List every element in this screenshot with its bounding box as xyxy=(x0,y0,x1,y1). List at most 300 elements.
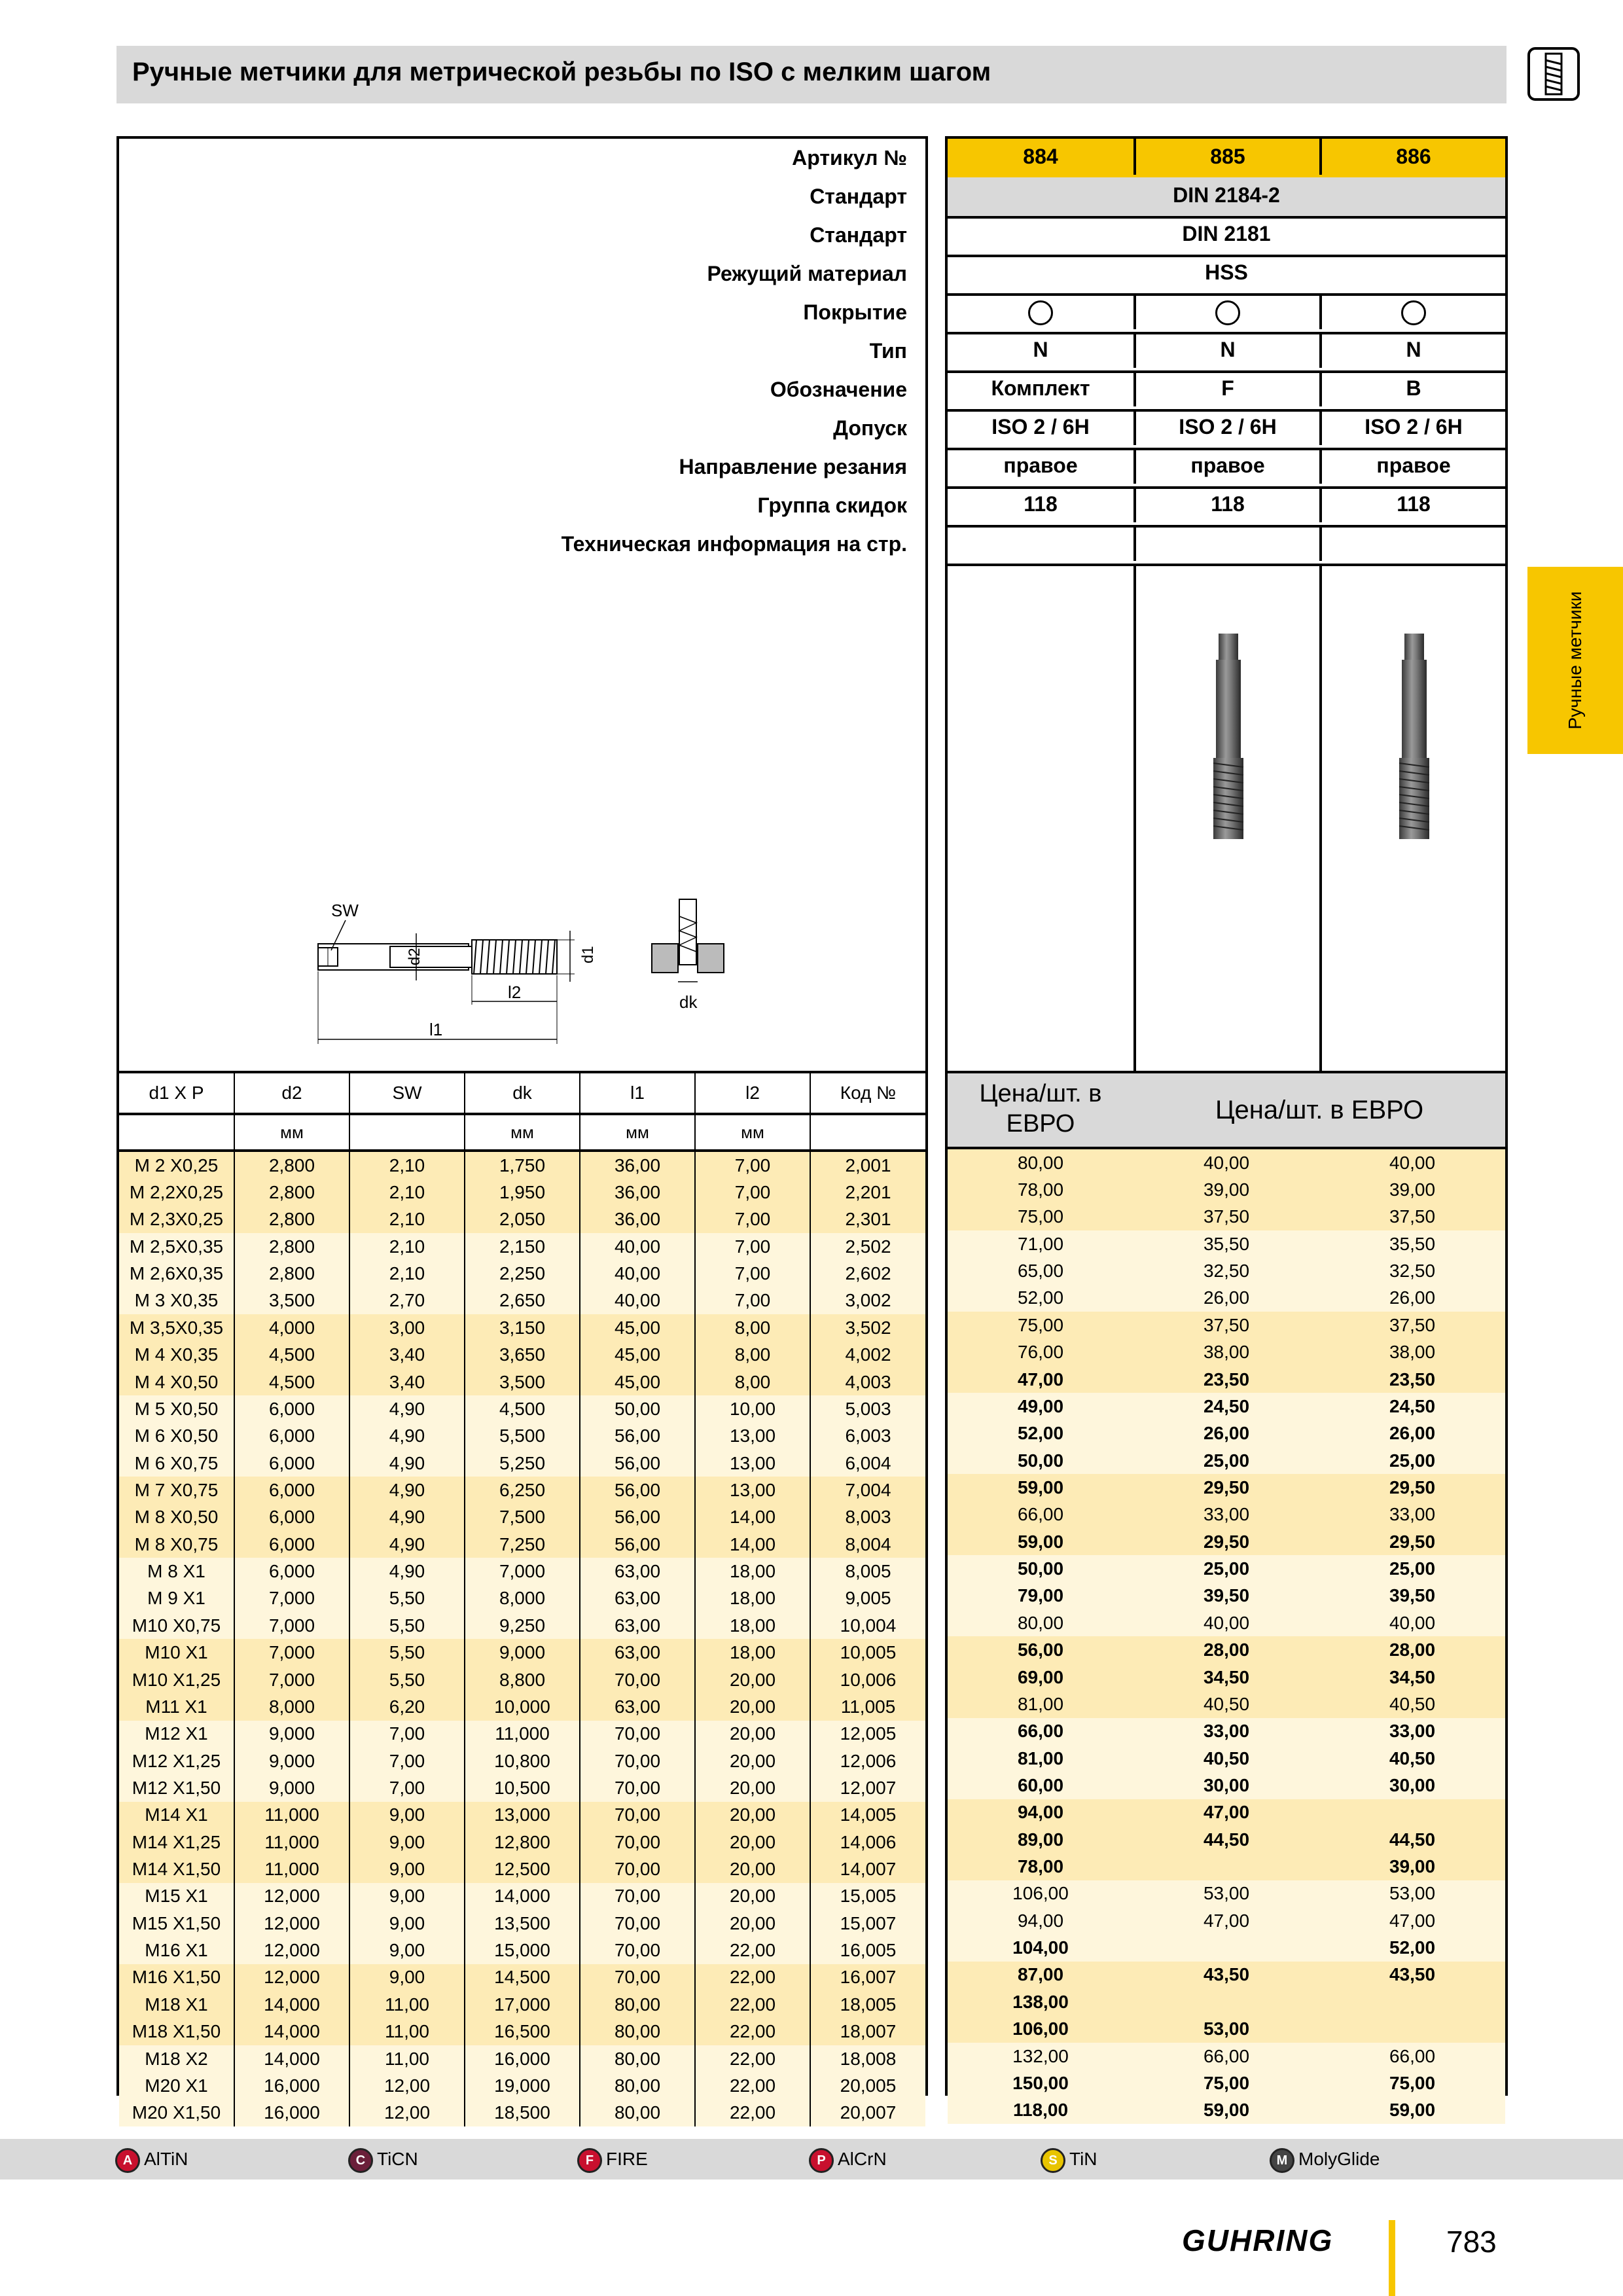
dimension-cell: 56,00 xyxy=(580,1531,695,1558)
table-row xyxy=(119,2072,925,2099)
price-cell: 26,00 xyxy=(1389,1287,1436,1308)
price-cell: 59,00 xyxy=(1389,2100,1436,2121)
coating-icon: M xyxy=(1270,2148,1294,2173)
dimension-cell: 9,00 xyxy=(349,1937,465,1964)
price-cell: 32,50 xyxy=(1389,1261,1436,1282)
dimension-cell: 6,20 xyxy=(349,1693,465,1720)
article-885[interactable]: 885 xyxy=(1133,139,1319,175)
price-cell: 29,50 xyxy=(1203,1531,1250,1552)
dimension-cell: 7,00 xyxy=(695,1179,810,1206)
code-cell: 3,502 xyxy=(810,1314,925,1341)
dimension-cell: 45,00 xyxy=(580,1369,695,1395)
price-cell: 59,00 xyxy=(1203,2100,1250,2121)
tolerance-value: ISO 2 / 6H xyxy=(991,415,1090,439)
dimension-cell: 13,00 xyxy=(695,1450,810,1477)
table-row xyxy=(119,1585,925,1612)
table-row xyxy=(119,1802,925,1829)
dimension-cell: 10,500 xyxy=(465,1774,580,1801)
price-row xyxy=(948,1718,1505,1745)
price-cell: 37,50 xyxy=(1389,1314,1436,1335)
dimension-cell: 14,500 xyxy=(465,1964,580,1991)
dimension-cell: 11,00 xyxy=(349,1991,465,2018)
price-cell: 75,00 xyxy=(1389,2072,1436,2093)
dimension-cell: 18,00 xyxy=(695,1612,810,1639)
code-cell: 10,004 xyxy=(810,1612,925,1639)
price-row xyxy=(948,1664,1505,1691)
dimension-cell: 8,800 xyxy=(465,1666,580,1693)
table-row xyxy=(119,1721,925,1748)
price-row xyxy=(948,1799,1505,1826)
dimension-cell: 7,500 xyxy=(465,1504,580,1531)
dimension-cell: 5,250 xyxy=(465,1450,580,1477)
dimension-cell: 7,00 xyxy=(349,1748,465,1774)
dimension-cell: 2,800 xyxy=(234,1260,349,1287)
price-cell: 106,00 xyxy=(1012,1883,1069,1904)
table-row xyxy=(119,1504,925,1531)
price-cell: 53,00 xyxy=(1203,2018,1250,2039)
price-cell: 75,00 xyxy=(1203,2072,1250,2093)
legend-item xyxy=(1041,2145,1097,2173)
price-row xyxy=(948,1230,1505,1257)
tool-images xyxy=(948,565,1505,1071)
dimension-cell: 20,00 xyxy=(695,1829,810,1856)
dimension-cell: 70,00 xyxy=(580,1666,695,1693)
price-cell: 89,00 xyxy=(1017,1829,1064,1850)
dimension-cell: 2,050 xyxy=(465,1206,580,1233)
dimension-cell: 19,000 xyxy=(465,2072,580,2099)
code-cell: 15,007 xyxy=(810,1910,925,1937)
price-cell: 39,50 xyxy=(1203,1585,1250,1606)
dimension-cell: 70,00 xyxy=(580,1774,695,1801)
thread-size-cell: M 6 X0,50 xyxy=(134,1426,219,1446)
section-tab-label: Ручные метчики xyxy=(1565,591,1585,730)
dimension-cell: 4,000 xyxy=(234,1314,349,1341)
dimension-cell: 4,90 xyxy=(349,1558,465,1585)
legend-label: FIRE xyxy=(606,2149,648,2169)
coating-icon: F xyxy=(577,2148,602,2173)
dimension-cell: 9,00 xyxy=(349,1883,465,1910)
code-cell: 2,201 xyxy=(810,1179,925,1206)
unit-cell: мм xyxy=(695,1114,810,1151)
article-884[interactable]: 884 xyxy=(1023,145,1058,168)
dimension-cell: 7,250 xyxy=(465,1531,580,1558)
price-cell: 132,00 xyxy=(1012,2045,1069,2066)
code-cell: 7,004 xyxy=(810,1477,925,1503)
table-row xyxy=(119,1829,925,1856)
price-cell xyxy=(1319,2016,1505,2043)
code-cell: 12,006 xyxy=(810,1748,925,1774)
price-row xyxy=(948,1853,1505,1880)
dimension-cell: 16,000 xyxy=(234,2100,349,2126)
code-cell: 20,005 xyxy=(810,2072,925,2099)
spec-label: Режущий материал xyxy=(707,262,907,285)
thread-size-cell: M12 X1 xyxy=(145,1723,208,1744)
dimension-cell: 14,000 xyxy=(234,1991,349,2018)
left-panel xyxy=(116,136,928,2123)
price-cell: 40,00 xyxy=(1203,1152,1250,1173)
dimension-cell: 9,00 xyxy=(349,1910,465,1937)
price-row xyxy=(948,1583,1505,1609)
price-cell: 94,00 xyxy=(1017,1802,1064,1823)
price-row xyxy=(948,1501,1505,1528)
code-cell: 4,002 xyxy=(810,1342,925,1369)
dimension-cell: 5,500 xyxy=(465,1423,580,1450)
dimension-cell: 63,00 xyxy=(580,1639,695,1666)
price-row xyxy=(948,1988,1505,2015)
dimension-cell: 18,00 xyxy=(695,1558,810,1585)
price-cell: 24,50 xyxy=(1389,1395,1436,1416)
code-cell: 2,502 xyxy=(810,1233,925,1260)
dimension-cell: 70,00 xyxy=(580,1937,695,1964)
dimension-cell: 17,000 xyxy=(465,1991,580,2018)
price-cell: 40,50 xyxy=(1203,1693,1250,1714)
uncoated-icon xyxy=(1401,300,1426,325)
price-cell: 71,00 xyxy=(1017,1233,1064,1254)
dimension-cell: 4,90 xyxy=(349,1423,465,1450)
dimension-cell: 6,250 xyxy=(465,1477,580,1503)
price-cell: 40,50 xyxy=(1389,1693,1436,1714)
price-cell: 26,00 xyxy=(1389,1423,1436,1444)
dimension-cell: 2,800 xyxy=(234,1179,349,1206)
section-tab[interactable] xyxy=(1527,567,1623,754)
direction-row xyxy=(948,448,1505,489)
price-cell: 47,00 xyxy=(1203,1910,1250,1931)
code-cell: 8,005 xyxy=(810,1558,925,1585)
dimension-cell: 9,000 xyxy=(234,1721,349,1748)
column-header: l1 xyxy=(580,1072,695,1114)
price-row xyxy=(948,1447,1505,1474)
dimension-cell: 20,00 xyxy=(695,1666,810,1693)
dimension-cell: 7,00 xyxy=(349,1774,465,1801)
spec-label: Направление резания xyxy=(679,455,907,478)
dimension-cell: 56,00 xyxy=(580,1477,695,1503)
price-cell: 69,00 xyxy=(1017,1666,1064,1687)
dimension-cell: 13,500 xyxy=(465,1910,580,1937)
table-row xyxy=(119,1774,925,1801)
tech-info-cell[interactable] xyxy=(1319,525,1505,561)
price-cell: 29,50 xyxy=(1203,1477,1250,1498)
thread-size-cell: M 2,2X0,25 xyxy=(129,1182,224,1203)
dimension-cell: 70,00 xyxy=(580,1883,695,1910)
dimension-cell: 9,000 xyxy=(234,1774,349,1801)
table-row xyxy=(119,1964,925,1991)
code-cell: 2,001 xyxy=(810,1151,925,1179)
dimension-cell: 16,500 xyxy=(465,2018,580,2045)
code-cell: 16,005 xyxy=(810,1937,925,1964)
price-row xyxy=(948,1826,1505,1853)
dimension-cell: 7,000 xyxy=(465,1558,580,1585)
price-cell: 23,50 xyxy=(1203,1369,1250,1390)
dimension-cell: 3,40 xyxy=(349,1342,465,1369)
thread-size-cell: M 9 X1 xyxy=(147,1588,205,1609)
dimension-cell: 80,00 xyxy=(580,2100,695,2126)
price-row xyxy=(948,1257,1505,1284)
table-row xyxy=(119,1937,925,1964)
price-header-label: Цена/шт. в ЕВРО xyxy=(979,1080,1102,1138)
price-cell: 25,00 xyxy=(1203,1558,1250,1579)
coating-icon: P xyxy=(809,2148,834,2173)
column-header: d2 xyxy=(234,1072,349,1114)
dimension-cell: 56,00 xyxy=(580,1423,695,1450)
thread-size-cell: M 2,6X0,35 xyxy=(129,1263,224,1284)
tech-info-cell[interactable] xyxy=(1133,525,1319,561)
price-cell: 25,00 xyxy=(1389,1558,1436,1579)
price-cell: 47,00 xyxy=(1389,1910,1436,1931)
dimension-cell: 3,00 xyxy=(349,1314,465,1341)
table-row xyxy=(119,1639,925,1666)
dimension-cell: 45,00 xyxy=(580,1314,695,1341)
dimension-cell: 10,00 xyxy=(695,1395,810,1422)
dimension-cell: 3,150 xyxy=(465,1314,580,1341)
spec-label: Стандарт xyxy=(810,223,907,247)
code-cell: 14,006 xyxy=(810,1829,925,1856)
unit-cell xyxy=(119,1114,234,1151)
price-cell: 81,00 xyxy=(1017,1693,1064,1714)
price-cell: 35,50 xyxy=(1203,1233,1250,1254)
dimension-cell: 70,00 xyxy=(580,1829,695,1856)
dimension-cell: 20,00 xyxy=(695,1748,810,1774)
code-cell: 9,005 xyxy=(810,1585,925,1612)
dimension-cell: 18,500 xyxy=(465,2100,580,2126)
dimension-cell: 9,00 xyxy=(349,1964,465,1991)
dimension-cell: 11,000 xyxy=(234,1802,349,1829)
direction-value: правое xyxy=(1003,454,1078,477)
price-cell: 33,00 xyxy=(1389,1721,1436,1742)
price-cell xyxy=(1133,1988,1319,2015)
price-cell: 66,00 xyxy=(1203,2045,1250,2066)
uncoated-icon xyxy=(1215,300,1240,325)
price-cell: 38,00 xyxy=(1389,1342,1436,1363)
price-cell: 34,50 xyxy=(1389,1666,1436,1687)
price-cell: 52,00 xyxy=(1389,1937,1436,1958)
dimension-cell: 12,500 xyxy=(465,1856,580,1882)
code-cell: 16,007 xyxy=(810,1964,925,1991)
thread-size-cell: M 8 X0,75 xyxy=(134,1534,219,1554)
title-bar xyxy=(116,46,1507,103)
dimension-cell: 22,00 xyxy=(695,2045,810,2072)
dimension-cell: 70,00 xyxy=(580,1964,695,1991)
dimension-cell: 11,000 xyxy=(234,1856,349,1882)
type-row xyxy=(948,332,1505,373)
coating-legend xyxy=(0,2139,1623,2179)
code-cell: 3,002 xyxy=(810,1287,925,1314)
code-cell: 15,005 xyxy=(810,1883,925,1910)
price-cell: 66,00 xyxy=(1017,1504,1064,1525)
price-cell: 138,00 xyxy=(1012,1991,1069,2012)
dimension-cell: 22,00 xyxy=(695,1964,810,1991)
table-row xyxy=(119,1369,925,1395)
article-886[interactable]: 886 xyxy=(1319,139,1505,175)
thread-size-cell: M 2 X0,25 xyxy=(134,1155,219,1175)
discount-value: 118 xyxy=(1133,486,1319,522)
code-cell: 10,006 xyxy=(810,1666,925,1693)
price-cell: 79,00 xyxy=(1017,1585,1064,1606)
dimension-cell: 9,00 xyxy=(349,1856,465,1882)
price-row xyxy=(948,1691,1505,1717)
thread-size-cell: M 3 X0,35 xyxy=(134,1290,219,1311)
dimension-cell: 8,00 xyxy=(695,1314,810,1341)
price-row xyxy=(948,1176,1505,1203)
price-row xyxy=(948,1636,1505,1663)
legend-item xyxy=(577,2145,648,2173)
legend-label: TiN xyxy=(1069,2149,1097,2169)
dimension-cell: 45,00 xyxy=(580,1342,695,1369)
dimension-cell: 12,00 xyxy=(349,2100,465,2126)
type-value: N xyxy=(1319,332,1505,368)
d2-label: d2 xyxy=(406,948,423,965)
dimension-cell: 6,000 xyxy=(234,1477,349,1503)
dimension-cell: 3,40 xyxy=(349,1369,465,1395)
table-row xyxy=(119,1260,925,1287)
price-cell: 80,00 xyxy=(1017,1612,1064,1633)
dimension-cell: 2,250 xyxy=(465,1260,580,1287)
price-cell: 81,00 xyxy=(1017,1748,1064,1768)
dimension-cell: 14,000 xyxy=(465,1883,580,1910)
dimension-cell: 11,000 xyxy=(234,1829,349,1856)
dimension-cell: 10,000 xyxy=(465,1693,580,1720)
price-cell: 33,00 xyxy=(1389,1504,1436,1525)
dimension-cell: 5,50 xyxy=(349,1585,465,1612)
column-header: d1 X P xyxy=(119,1072,234,1114)
dimension-cell: 12,000 xyxy=(234,1883,349,1910)
price-cell: 39,50 xyxy=(1389,1585,1436,1606)
table-row xyxy=(119,2018,925,2045)
price-cell: 59,00 xyxy=(1017,1531,1064,1552)
price-cell: 29,50 xyxy=(1389,1531,1436,1552)
dimension-cell: 4,90 xyxy=(349,1531,465,1558)
price-row xyxy=(948,2016,1505,2043)
dimension-cell: 7,00 xyxy=(695,1260,810,1287)
dimension-cell: 80,00 xyxy=(580,2045,695,2072)
table-row xyxy=(119,1531,925,1558)
price-cell: 94,00 xyxy=(1017,1910,1064,1931)
dimension-cell: 4,90 xyxy=(349,1395,465,1422)
spec-label: Артикул № xyxy=(792,146,907,170)
spec-label: Техническая информация на стр. xyxy=(561,532,907,556)
dimension-cell: 80,00 xyxy=(580,2018,695,2045)
units-row xyxy=(119,1114,925,1151)
spec-label: Покрытие xyxy=(803,300,907,324)
designation-value: Комплект xyxy=(991,376,1090,400)
legend-item xyxy=(1270,2145,1380,2173)
price-row xyxy=(948,1962,1505,1988)
dimension-cell: 11,000 xyxy=(465,1721,580,1748)
dimension-cell: 80,00 xyxy=(580,1991,695,2018)
table-row xyxy=(119,1151,925,1179)
tolerance-row xyxy=(948,409,1505,450)
dimension-cell: 7,00 xyxy=(349,1721,465,1748)
spec-label: Обозначение xyxy=(770,378,907,401)
price-cell: 39,00 xyxy=(1389,1179,1436,1200)
dimension-cell: 18,00 xyxy=(695,1639,810,1666)
dimension-cell: 7,000 xyxy=(234,1612,349,1639)
price-cell: 29,50 xyxy=(1389,1477,1436,1498)
price-cell: 60,00 xyxy=(1017,1774,1064,1795)
price-row xyxy=(948,2043,1505,2070)
brand-divider xyxy=(1389,2220,1395,2296)
price-cell: 53,00 xyxy=(1389,1883,1436,1904)
price-row xyxy=(948,1312,1505,1338)
dimension-cell: 9,250 xyxy=(465,1612,580,1639)
dimension-cell: 7,00 xyxy=(695,1287,810,1314)
code-cell: 11,005 xyxy=(810,1693,925,1720)
sw-label: SW xyxy=(331,901,359,920)
price-cell: 33,00 xyxy=(1203,1504,1250,1525)
price-cell xyxy=(1319,1988,1505,2015)
dimension-cell: 5,50 xyxy=(349,1666,465,1693)
table-row xyxy=(119,1558,925,1585)
dimension-cell: 8,000 xyxy=(465,1585,580,1612)
price-cell: 38,00 xyxy=(1203,1342,1250,1363)
price-row xyxy=(948,1772,1505,1799)
dimension-cell: 7,000 xyxy=(234,1639,349,1666)
price-cell: 104,00 xyxy=(1012,1937,1069,1958)
price-cell: 30,00 xyxy=(1389,1774,1436,1795)
price-cell: 37,50 xyxy=(1203,1206,1250,1227)
material-value: HSS xyxy=(1205,260,1248,284)
dimension-cell: 2,10 xyxy=(349,1206,465,1233)
table-row xyxy=(119,1910,925,1937)
thread-size-cell: M 4 X0,35 xyxy=(134,1344,219,1365)
legend-label: MolyGlide xyxy=(1298,2149,1380,2169)
price-row xyxy=(948,1204,1505,1230)
price-cell: 150,00 xyxy=(1012,2072,1069,2093)
thread-size-cell: M15 X1 xyxy=(145,1886,208,1907)
type-value: N xyxy=(1033,338,1048,361)
thread-size-cell: M14 X1,50 xyxy=(132,1859,221,1880)
code-cell: 2,301 xyxy=(810,1206,925,1233)
price-cell: 40,00 xyxy=(1203,1612,1250,1633)
dimension-cell: 5,50 xyxy=(349,1612,465,1639)
tolerance-value: ISO 2 / 6H xyxy=(1319,409,1505,445)
dimension-cell: 14,000 xyxy=(234,2018,349,2045)
dimension-cell: 10,800 xyxy=(465,1748,580,1774)
thread-size-cell: M18 X1 xyxy=(145,1994,208,2015)
table-row xyxy=(119,1287,925,1314)
dimension-cell: 4,500 xyxy=(234,1342,349,1369)
tool-image-886 xyxy=(1319,565,1505,1071)
price-row xyxy=(948,2097,1505,2124)
dimension-cell: 8,00 xyxy=(695,1369,810,1395)
dimension-cell: 22,00 xyxy=(695,2100,810,2126)
table-row xyxy=(119,1342,925,1369)
dimension-cell: 8,000 xyxy=(234,1693,349,1720)
dimension-cell: 56,00 xyxy=(580,1450,695,1477)
tech-info-row xyxy=(948,525,1505,566)
spec-label: Тип xyxy=(869,339,907,363)
dimension-cell: 4,90 xyxy=(349,1504,465,1531)
price-row xyxy=(948,1528,1505,1555)
thread-size-cell: M 8 X1 xyxy=(147,1561,205,1582)
thread-size-cell: M 6 X0,75 xyxy=(134,1452,219,1473)
page-title: Ручные метчики для метрической резьбы по ISO с мелким шагом xyxy=(132,58,991,86)
code-cell: 20,007 xyxy=(810,2100,925,2126)
price-row xyxy=(948,1393,1505,1420)
dimension-cell: 36,00 xyxy=(580,1179,695,1206)
price-cell: 65,00 xyxy=(1017,1261,1064,1282)
dimension-cell: 15,000 xyxy=(465,1937,580,1964)
thread-size-cell: M 2,5X0,35 xyxy=(129,1236,224,1257)
tech-info-cell[interactable] xyxy=(948,525,1133,561)
article-row xyxy=(948,139,1505,180)
coating-icon: C xyxy=(348,2148,373,2173)
price-cell: 25,00 xyxy=(1389,1450,1436,1471)
code-cell: 14,007 xyxy=(810,1856,925,1882)
dimension-cell: 22,00 xyxy=(695,1991,810,2018)
dimension-cell: 16,000 xyxy=(465,2045,580,2072)
thread-size-cell: M10 X0,75 xyxy=(132,1615,221,1636)
standard2-row xyxy=(948,216,1505,257)
